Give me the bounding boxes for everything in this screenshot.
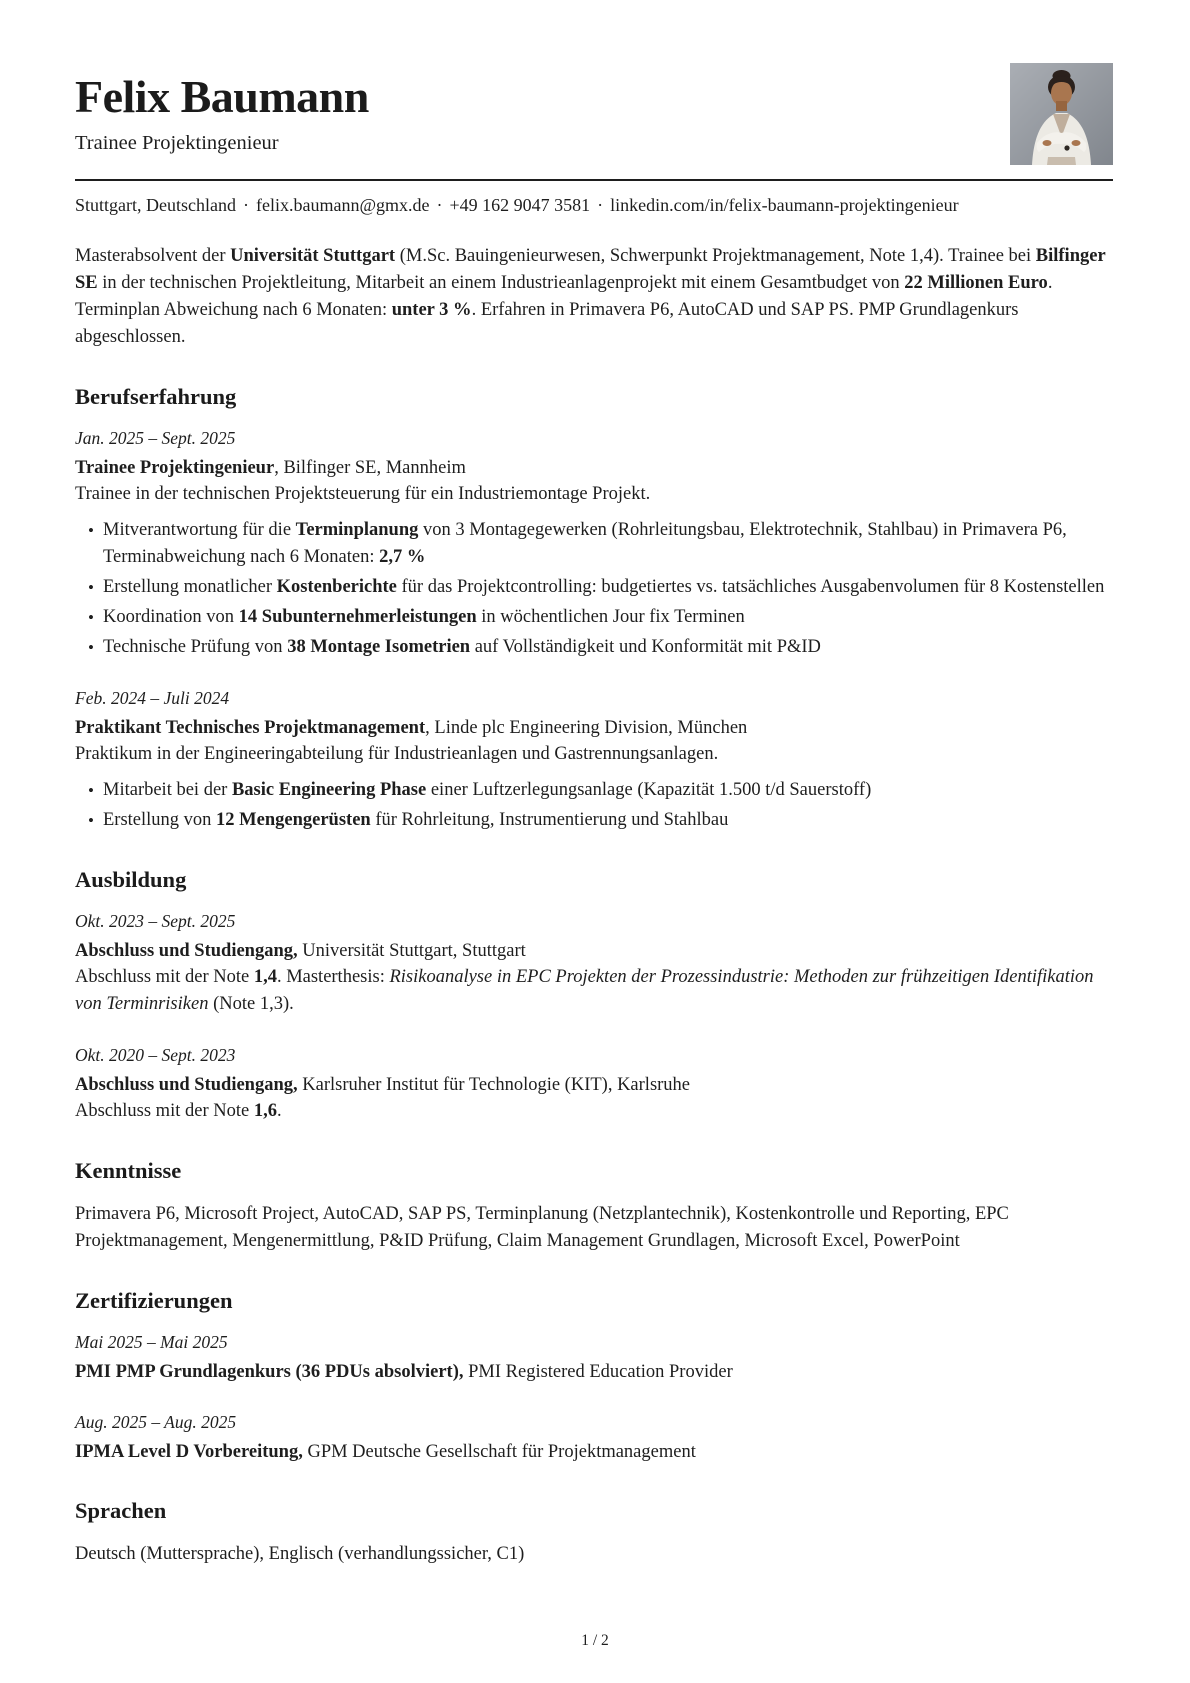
experience-entry-2	[75, 687, 1113, 834]
profile-photo-illustration	[1010, 63, 1113, 165]
entry-date: Feb. 2024 – Juli 2024	[75, 687, 230, 708]
section-heading-experience: Berufserfahrung	[75, 383, 237, 409]
contact-separator-dot: ·	[597, 194, 604, 215]
contact-location: Stuttgart, Deutschland	[75, 194, 236, 215]
entry-date: Okt. 2020 – Sept. 2023	[75, 1044, 236, 1065]
bullet-item: • Technische Prüfung von 38 Montage Isometrien auf Vollständigkeit und Konformität mit P&ID	[75, 634, 1113, 661]
entry-date: Aug. 2025 – Aug. 2025	[75, 1411, 237, 1432]
entry-date: Okt. 2023 – Sept. 2025	[75, 910, 236, 931]
education-entry-1	[75, 910, 1113, 1018]
person-job-title: Trainee Projektingenieur	[75, 131, 279, 154]
bullet-item: • Erstellung monatlicher Kostenberichte für das Projektcontrolling: budgetiertes vs. tatsächliches Ausgabenvolumen für 8 Kostenstellen	[75, 574, 1113, 601]
entry-description: Abschluss mit der Note 1,4. Masterthesis: Risikoanalyse in EPC Projekten der Prozessindustrie: Methoden zur frühzeitigen Identifikation von Terminrisiken (Note 1,3).	[75, 966, 1094, 1014]
certification-entry-1	[75, 1331, 1113, 1385]
contact-separator-dot: ·	[436, 194, 443, 215]
certification-entry-2	[75, 1411, 1113, 1465]
contact-email[interactable]: felix.baumann@gmx.de	[255, 194, 430, 215]
entry-description: Abschluss mit der Note 1,6.	[75, 1100, 282, 1121]
entry-title: Trainee Projektingenieur, Bilfinger SE, Mannheim	[75, 457, 466, 478]
experience-entry-1	[75, 427, 1113, 661]
languages-paragraph: Deutsch (Muttersprache), Englisch (verhandlungssicher, C1)	[75, 1543, 525, 1564]
contact-line	[75, 193, 1113, 217]
person-name: Felix Baumann	[75, 71, 369, 122]
entry-title: Praktikant Technisches Projektmanagement, Linde plc Engineering Division, München	[75, 717, 748, 738]
section-heading-certifications: Zertifizierungen	[75, 1287, 233, 1313]
bullet-item: • Mitverantwortung für die Terminplanung von 3 Montagegewerken (Rohrleitungsbau, Elektrotechnik, Stahlbau) in Primavera P6, Terminabweichung nach 6 Monaten: 2,7 %	[75, 517, 1113, 571]
contact-phone: +49 162 9047 3581	[449, 194, 591, 215]
entry-title: PMI PMP Grundlagenkurs (36 PDUs absolviert), PMI Registered Education Provider	[75, 1361, 733, 1382]
contact-linkedin[interactable]: linkedin.com/in/felix-baumann-projektingenieur	[610, 194, 959, 215]
entry-title: Abschluss und Studiengang, Karlsruher Institut für Technologie (KIT), Karlsruhe	[75, 1074, 691, 1095]
education-entry-2	[75, 1044, 1113, 1125]
bullet-item: • Erstellung von 12 Mengengerüsten für Rohrleitung, Instrumentierung und Stahlbau	[75, 807, 1113, 834]
entry-title: Abschluss und Studiengang, Universität Stuttgart, Stuttgart	[75, 940, 526, 961]
resume-content	[75, 0, 1113, 1586]
entry-description: Trainee in der technischen Projektsteuerung für ein Industriemontage Projekt.	[75, 483, 651, 504]
summary-paragraph: Masterabsolvent der Universität Stuttgart (M.Sc. Bauingenieurwesen, Schwerpunkt Projektmanagement, Note 1,4). Trainee bei Bilfinger SE in der technischen Projektleitung, Mitarbeit an einem Industrieanlagenprojekt mit einem Gesamtbudget von 22 Millionen Euro. Terminplan Abweichung nach 6 Monaten: unter 3 %. Erfahren in Primavera P6, AutoCAD und SAP PS. PMP Grundlagenkurs abgeschlossen.	[75, 245, 1106, 347]
section-heading-skills: Kenntnisse	[75, 1157, 182, 1183]
header-divider	[75, 179, 1113, 181]
bullet-list	[75, 517, 1113, 661]
contact-separator-dot: ·	[242, 194, 249, 215]
section-heading-education: Ausbildung	[75, 866, 187, 892]
entry-title: IPMA Level D Vorbereitung, GPM Deutsche Gesellschaft für Projektmanagement	[75, 1441, 696, 1462]
bullet-item: • Koordination von 14 Subunternehmerleistungen in wöchentlichen Jour fix Terminen	[75, 604, 1113, 631]
bullet-item: • Mitarbeit bei der Basic Engineering Phase einer Luftzerlegungsanlage (Kapazität 1.500 t/d Sauerstoff)	[75, 777, 1113, 804]
bullet-list	[75, 777, 1113, 834]
entry-description: Praktikum in der Engineeringabteilung für Industrieanlagen und Gastrennungsanlagen.	[75, 743, 719, 764]
entry-date: Mai 2025 – Mai 2025	[75, 1331, 228, 1352]
profile-photo	[1010, 63, 1113, 165]
section-heading-languages: Sprachen	[75, 1497, 167, 1523]
page-number: 1 / 2	[581, 1632, 609, 1649]
entry-date: Jan. 2025 – Sept. 2025	[75, 427, 236, 448]
skills-paragraph: Primavera P6, Microsoft Project, AutoCAD, SAP PS, Terminplanung (Netzplantechnik), Kostenkontrolle und Reporting, EPC Projektmanagement, Mengenermittlung, P&ID Prüfung, Claim Management Grundlagen, Microsoft Excel, PowerPoint	[75, 1203, 1009, 1251]
